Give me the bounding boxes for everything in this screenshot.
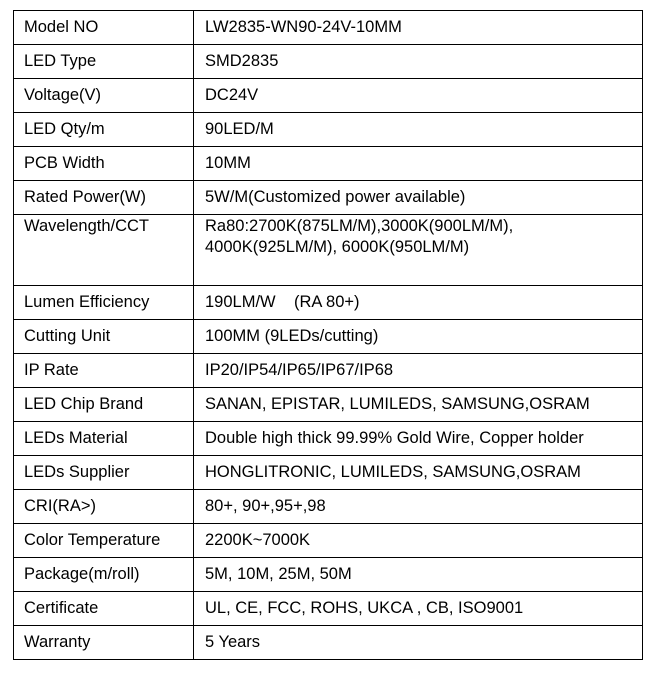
- table-row: [14, 626, 643, 660]
- row-value: [194, 215, 643, 286]
- row-label: Lumen Efficiency: [14, 286, 194, 320]
- table-row: [14, 320, 643, 354]
- table-row: [14, 558, 643, 592]
- row-label: CRI(RA>): [14, 490, 194, 524]
- row-label: LEDs Material: [14, 422, 194, 456]
- row-value-line: 4000K(925LM/M), 6000K(950LM/M): [205, 238, 470, 256]
- table-row: [14, 422, 643, 456]
- table-row: [14, 181, 643, 215]
- row-label: Certificate: [14, 592, 194, 626]
- row-value: 5W/M(Customized power available): [194, 181, 643, 215]
- table-row: [14, 11, 643, 45]
- row-label: IP Rate: [14, 354, 194, 388]
- table-row: [14, 524, 643, 558]
- row-label: Color Temperature: [14, 524, 194, 558]
- row-value: 90LED/M: [194, 113, 643, 147]
- row-value: UL, CE, FCC, ROHS, UKCA , CB, ISO9001: [194, 592, 643, 626]
- row-value: Double high thick 99.99% Gold Wire, Copper holder: [194, 422, 643, 456]
- table-row: [14, 354, 643, 388]
- row-label: Rated Power(W): [14, 181, 194, 215]
- row-value: 5 Years: [194, 626, 643, 660]
- row-label: Warranty: [14, 626, 194, 660]
- table-row: [14, 215, 643, 286]
- row-label: PCB Width: [14, 147, 194, 181]
- table-row: [14, 147, 643, 181]
- table-row: [14, 456, 643, 490]
- row-label: LED Chip Brand: [14, 388, 194, 422]
- table-row: [14, 490, 643, 524]
- row-value: 10MM: [194, 147, 643, 181]
- row-value: HONGLITRONIC, LUMILEDS, SAMSUNG,OSRAM: [194, 456, 643, 490]
- row-label: LED Type: [14, 45, 194, 79]
- row-value: 80+, 90+,95+,98: [194, 490, 643, 524]
- row-value: 5M, 10M, 25M, 50M: [194, 558, 643, 592]
- row-label: Voltage(V): [14, 79, 194, 113]
- table-row: [14, 388, 643, 422]
- row-value-line: Ra80:2700K(875LM/M),3000K(900LM/M),: [205, 217, 514, 235]
- row-label: Package(m/roll): [14, 558, 194, 592]
- table-row: [14, 45, 643, 79]
- row-label: LED Qty/m: [14, 113, 194, 147]
- table-row: [14, 113, 643, 147]
- row-label: Wavelength/CCT: [14, 215, 194, 286]
- spec-table: [13, 10, 643, 660]
- row-value: IP20/IP54/IP65/IP67/IP68: [194, 354, 643, 388]
- row-label: Model NO: [14, 11, 194, 45]
- table-row: [14, 286, 643, 320]
- row-value: 100MM (9LEDs/cutting): [194, 320, 643, 354]
- table-row: [14, 592, 643, 626]
- row-value: SMD2835: [194, 45, 643, 79]
- row-value: SANAN, EPISTAR, LUMILEDS, SAMSUNG,OSRAM: [194, 388, 643, 422]
- row-value: 2200K~7000K: [194, 524, 643, 558]
- table-row: [14, 79, 643, 113]
- row-value: DC24V: [194, 79, 643, 113]
- row-value: LW2835-WN90-24V-10MM: [194, 11, 643, 45]
- row-label: LEDs Supplier: [14, 456, 194, 490]
- row-label: Cutting Unit: [14, 320, 194, 354]
- row-value: 190LM/W (RA 80+): [194, 286, 643, 320]
